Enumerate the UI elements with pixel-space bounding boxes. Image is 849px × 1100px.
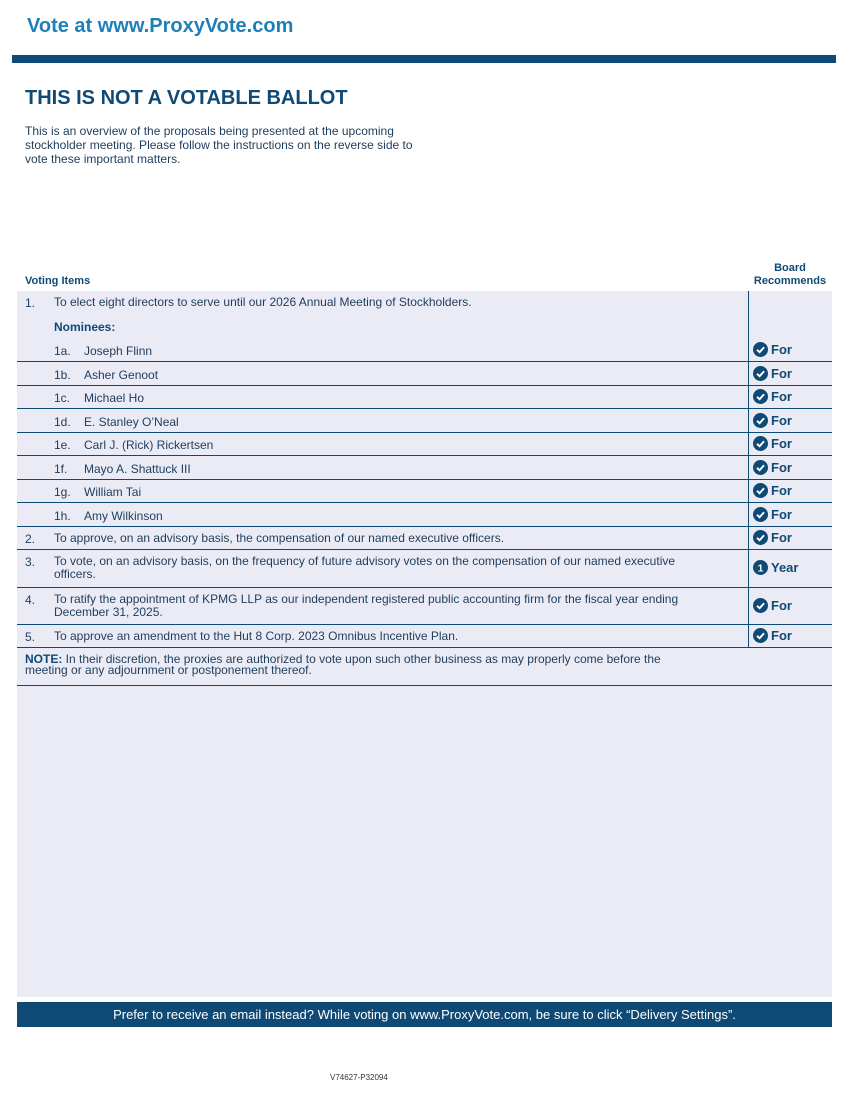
proposal-number: 2. [25, 532, 36, 546]
proposal-number: 5. [25, 630, 36, 644]
nominee-code: 1f. [54, 462, 68, 476]
proposal-number: 4. [25, 593, 36, 607]
proposal-text-line2: officers. [54, 567, 96, 581]
recommendation-label: For [771, 460, 792, 475]
check-circle-icon [753, 366, 768, 381]
proposal-text: To approve an amendment to the Hut 8 Corp. 2023 Omnibus Incentive Plan. [54, 629, 459, 643]
check-circle-icon [753, 530, 768, 545]
nominee-name: Asher Genoot [84, 368, 159, 382]
proposal-text: To approve, on an advisory basis, the compensation of our named executive officers. [54, 531, 505, 545]
recommendation-label: For [771, 389, 792, 404]
svg-text:1: 1 [757, 563, 764, 575]
page-title: THIS IS NOT A VOTABLE BALLOT [25, 87, 348, 109]
nominee-code: 1b. [54, 368, 71, 382]
recommendation-label: For [771, 483, 792, 498]
note-text [25, 654, 755, 676]
recommendation [753, 483, 792, 498]
proposal-number: 1. [25, 296, 36, 310]
proposal-row-3 [17, 550, 832, 588]
board-recommends-header [748, 262, 832, 288]
nominee-row [17, 362, 832, 386]
recommendation-label: For [771, 598, 792, 613]
recommendation-label: For [771, 413, 792, 428]
recommendation [753, 436, 792, 451]
check-circle-icon [753, 389, 768, 404]
recommendation [753, 366, 792, 381]
proposal-row-4 [17, 588, 832, 625]
nominee-row [17, 386, 832, 409]
nominee-row [17, 456, 832, 480]
proposal-text-line1: To vote, on an advisory basis, on the frequency of future advisory votes on the compensation of our named executive [54, 554, 676, 568]
delivery-settings-banner [17, 1002, 832, 1027]
proposal-text-line2: December 31, 2025. [54, 605, 163, 619]
check-circle-icon [753, 413, 768, 428]
nominee-code: 1a. [54, 344, 71, 358]
intro-text: This is an overview of the proposals being presented at the upcoming stockholder meeting. Please follow the instructions on the reverse side to vote these important matters. [25, 124, 413, 166]
note-line1: In their discretion, the proxies are authorized to vote upon such other business as may properly come before the [62, 652, 661, 666]
board-recommends-line2: Recommends [753, 275, 827, 287]
recommendation [753, 628, 792, 643]
nominee-code: 1e. [54, 438, 71, 452]
check-circle-icon [753, 598, 768, 613]
nominee-name: Joseph Flinn [84, 344, 153, 358]
nominee-row [17, 480, 832, 503]
note-line2: meeting or any adjournment or postponement thereof. [25, 663, 312, 677]
document-code: V74627-P32094 [330, 1073, 388, 1082]
recommendation [753, 413, 792, 428]
proposal-row-1 [17, 291, 832, 338]
recommendation [753, 560, 798, 575]
check-circle-icon [753, 483, 768, 498]
nominee-code: 1d. [54, 415, 71, 429]
number-one-circle-icon [753, 560, 768, 575]
recommendation-label: For [771, 530, 792, 545]
recommendation [753, 507, 792, 522]
nominee-name: Mayo A. Shattuck III [84, 462, 191, 476]
proposal-row-2 [17, 527, 832, 550]
board-recommends-line1: Board [774, 262, 806, 274]
note-row [17, 648, 832, 686]
nominees-label: Nominees: [54, 320, 116, 334]
nominee-row [17, 503, 832, 527]
recommendation-label: For [771, 436, 792, 451]
check-circle-icon [753, 436, 768, 451]
recommendation-label: For [771, 507, 792, 522]
nominee-code: 1c. [54, 391, 71, 405]
proposal-number: 3. [25, 555, 36, 569]
proposal-text-line1: To ratify the appointment of KPMG LLP as our independent registered public accounting firm for the fiscal year ending [54, 592, 679, 606]
header-rule [12, 55, 836, 63]
nominee-row [17, 433, 832, 456]
nominee-name: Amy Wilkinson [84, 509, 163, 523]
check-circle-icon [753, 507, 768, 522]
recommendation [753, 598, 792, 613]
recommendation-label: Year [771, 560, 799, 575]
nominee-code: 1h. [54, 509, 71, 523]
recommendation [753, 342, 792, 357]
proxyvote-link[interactable]: Vote at www.ProxyVote.com [27, 15, 294, 37]
check-circle-icon [753, 628, 768, 643]
nominee-name: William Tai [84, 485, 142, 499]
check-circle-icon [753, 460, 768, 475]
recommendation-label: For [771, 342, 792, 357]
recommendation-label: For [771, 628, 792, 643]
nominee-row [17, 338, 832, 362]
nominee-name: Michael Ho [84, 391, 145, 405]
nominee-name: E. Stanley O’Neal [84, 415, 179, 429]
nominee-name: Carl J. (Rick) Rickertsen [84, 438, 214, 452]
check-circle-icon [753, 342, 768, 357]
delivery-settings-text: Prefer to receive an email instead? While voting on www.ProxyVote.com, be sure to click “Delivery Settings”. [113, 1007, 736, 1022]
recommendation [753, 460, 792, 475]
nominee-code: 1g. [54, 485, 71, 499]
voting-items-header: Voting Items [25, 275, 91, 287]
proposal-row-5 [17, 625, 832, 648]
note-label: NOTE: [25, 652, 63, 666]
proposal-text: To elect eight directors to serve until our 2026 Annual Meeting of Stockholders. [54, 295, 472, 309]
recommendation [753, 389, 792, 404]
recommendation [753, 530, 792, 545]
recommendation-label: For [771, 366, 792, 381]
nominee-row [17, 409, 832, 433]
